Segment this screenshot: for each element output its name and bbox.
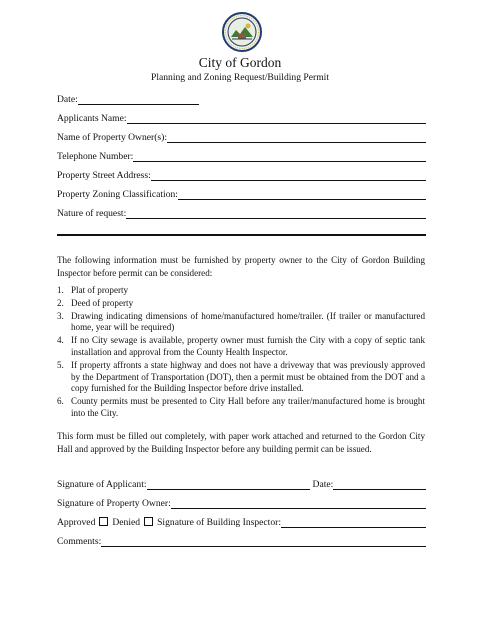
intro-paragraph: The following information must be furnished by property owner to the City of Gordon Building Inspector before permit can be considered: — [57, 255, 425, 278]
date-label: Date: — [57, 94, 78, 105]
list-item-text: Drawing indicating dimensions of home/manufactured home/trailer. (If trailer or manufactured home, year will be required) — [71, 310, 425, 333]
closing-paragraph: This form must be filled out completely, with paper work attached and returned to the Gordon City Hall and approved by the Building Inspector before any building permit can be issued. — [57, 431, 425, 454]
applicant-signature-field — [57, 477, 426, 490]
zoning-input-line[interactable] — [178, 188, 426, 200]
property-owner-input-line[interactable] — [167, 131, 426, 143]
zoning-field — [57, 187, 426, 200]
requirements-list — [57, 285, 425, 421]
list-item — [57, 298, 425, 310]
nature-of-request-field — [57, 206, 426, 219]
zoning-label: Property Zoning Classification: — [57, 189, 178, 200]
list-item-text: Plat of property — [71, 285, 129, 295]
nature-of-request-input-line[interactable] — [126, 207, 426, 219]
telephone-label: Telephone Number: — [57, 151, 134, 162]
applicants-name-input-line[interactable] — [127, 112, 426, 124]
telephone-field — [57, 149, 426, 162]
page-subtitle: Planning and Zoning Request/Building Permit — [150, 72, 329, 83]
approved-checkbox[interactable] — [99, 517, 108, 526]
list-item-number: 1. — [57, 285, 64, 295]
date-field — [57, 92, 202, 105]
denied-label: Denied — [112, 517, 141, 528]
applicant-signature-label: Signature of Applicant: — [57, 479, 147, 490]
list-item — [57, 311, 425, 335]
list-item — [57, 285, 425, 297]
list-item-text: If property affronts a state highway and does not have a driveway that was previously approved by the Department of Transportation (DOT), then a permit must be obtained from the DOT and a copy furnished for the Building Inspector before drive installed. — [71, 359, 425, 394]
street-address-label: Property Street Address: — [57, 170, 151, 181]
property-owner-label: Name of Property Owner(s): — [57, 132, 168, 143]
applicants-name-label: Applicants Name: — [57, 113, 127, 124]
street-address-input-line[interactable] — [151, 169, 426, 181]
list-item — [57, 396, 425, 420]
owner-signature-line[interactable] — [171, 497, 426, 509]
date-input-line[interactable] — [78, 93, 199, 105]
list-item-number: 3. — [57, 310, 64, 321]
owner-signature-field — [57, 496, 426, 509]
nature-of-request-label: Nature of request: — [57, 208, 127, 219]
comments-line[interactable] — [101, 535, 426, 547]
list-item-number: 4. — [57, 335, 64, 346]
list-item-number: 6. — [57, 396, 64, 407]
list-item-number: 2. — [57, 297, 64, 308]
comments-field — [57, 534, 426, 547]
inspector-signature-line[interactable] — [281, 516, 426, 528]
section-divider — [57, 234, 426, 236]
applicants-name-field — [57, 111, 426, 124]
list-item-text: Deed of property — [71, 297, 134, 308]
city-seal-logo — [222, 12, 262, 52]
comments-label: Comments: — [57, 536, 102, 547]
list-item-text: County permits must be presented to City Hall before any trailer/manufactured home is brought into the City. — [71, 396, 425, 418]
list-item-number: 5. — [57, 359, 64, 370]
signature-date-line[interactable] — [333, 478, 426, 490]
applicant-signature-line[interactable] — [147, 478, 310, 490]
telephone-input-line[interactable] — [133, 150, 426, 162]
inspector-signature-label: Signature of Building Inspector: — [157, 517, 281, 528]
owner-signature-label: Signature of Property Owner: — [57, 498, 171, 509]
approved-label: Approved — [57, 517, 96, 528]
list-item-text: If no City sewage is available, property owner must furnish the City with a copy of septic tank installation and approval from the County Health Inspector. — [71, 335, 425, 357]
street-address-field — [57, 168, 426, 181]
page-title: City of Gordon — [198, 55, 282, 70]
denied-checkbox[interactable] — [144, 517, 153, 526]
inspector-approval-field — [57, 515, 426, 528]
signature-date-label: Date: — [312, 479, 334, 490]
property-owner-field — [57, 130, 426, 143]
list-item — [57, 360, 425, 395]
list-item — [57, 335, 425, 359]
